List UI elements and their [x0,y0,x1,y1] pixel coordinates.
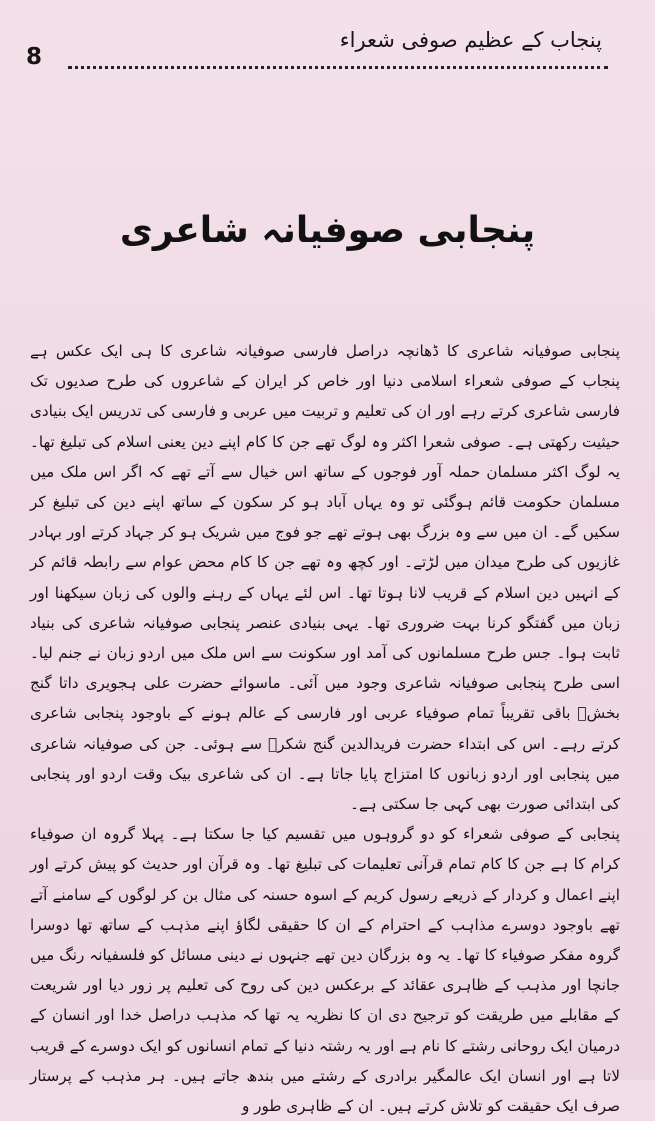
page-header [20,24,608,74]
chapter-title: پنجابی صوفیانہ شاعری [119,210,536,251]
running-title: پنجاب کے عظیم صوفی شعراء [339,28,602,52]
paragraph-2: پنجابی کے صوفی شعراء کو دو گروہوں میں تقسیم کیا جا سکتا ہے۔ پہلا گروہ ان صوفیاء کرام کا ہے جن کا کام تمام قرآنی تعلیمات کی تبلیغ تھا۔ وہ قرآن اور حدیث کو پیش کرتے اور اپنے اعمال و کردار کے ذریعے رسول کریم کے اسوہ حسنہ کی مثال بن کر لوگوں کے سامنے آتے تھے باوجود دوسرے مذاہب کے احترام کے ان کا حقیقی لگاؤ اپنے مذہب کے ساتھ تھا دوسرا گروہ مفکر صوفیاء کا تھا۔ یہ وہ بزرگان دین تھے جنہوں نے دینی مسائل کو فلسفیانہ رنگ میں جانچا اور مذہب کے ظاہری عقائد کے برعکس دین کی روح کی تعلیم پر زور دیا اور شریعت کے مقابلے میں طریقت کو ترجیح دی ان کا نظریہ یہ تھا کہ مذہب دراصل خدا اور انسان کے درمیان ایک روحانی رشتے کا نام ہے اور یہ رشتہ دنیا کے تمام انسانوں کو ایک دوسرے کے قریب لاتا ہے اور انسان ایک عالمگیر برادری کے رشتے میں بندھ جاتے ہیں۔ ہر مذہب کے پرستار صرف ایک حقیقت کو تلاش کرتے ہیں۔ ان کے ظاہری طور و [30,825,620,1116]
body-text [30,336,620,1121]
header-dotted-rule [68,66,608,69]
page-number: 8 [26,44,43,70]
paragraph-1: پنجابی صوفیانہ شاعری کا ڈھانچہ دراصل فارسی صوفیانہ شاعری کا ہی ایک عکس ہے پنجاب کے صوفی شعراء اسلامی دنیا اور خاص کر ایران کے شاعروں کی طرح صدیوں تک فارسی شاعری کرتے رہے اور ان کی تعلیم و تربیت میں عربی و فارسی کی تدریس ایک بنیادی حیثیت رکھتی ہے۔ صوفی شعرا اکثر وہ لوگ تھے جن کا کام اپنے دین یعنی اسلام کی تبلیغ تھا۔ یہ لوگ اکثر مسلمان حملہ آور فوجوں کے ساتھ اس خیال سے آتے تھے کہ اگر اس ملک میں مسلمان حکومت قائم ہوگئی تو وہ یہاں آباد ہو کر سکون کے ساتھ اپنے دین کی تبلیغ کر سکیں گے۔ ان میں سے وہ بزرگ بھی ہوتے تھے جو فوج میں شریک ہو کر جہاد کرتے اور بہادر غازیوں کی طرح میدان میں لڑتے۔ اور کچھ وہ تھے جن کا کام محض عوام سے رابطہ قائم کر کے انہیں دین اسلام کے قریب لانا ہوتا تھا۔ اس لئے یہاں کے رہنے والوں کی زبان سیکھنا اور زبان میں گفتگو کرنا بہت ضروری تھا۔ یہی بنیادی عنصر پنجابی صوفیانہ شاعری کی بنیاد ثابت ہوا۔ جس طرح مسلمانوں کی آمد اور سکونت سے اس ملک میں اردو زبان نے جنم لیا۔ اسی طرح پنجابی صوفیانہ شاعری وجود میں آئی۔ ماسوائے حضرت علی ہجویری داتا گنج بخشؒ باقی تقریباً تمام صوفیاء عربی اور فارسی کے عالم ہونے کے باوجود پنجابی شاعری کرتے رہے۔ اس کی ابتداء حضرت فریدالدین گنج شکرؒ سے ہوئی۔ جن کی صوفیانہ شاعری میں پنجابی اور اردو زبانوں کا امتزاج پایا جاتا ہے۔ ان کی شاعری بیک وقت اردو اور پنجابی کی ابتدائی صورت بھی کہی جا سکتی ہے۔ [30,342,620,814]
